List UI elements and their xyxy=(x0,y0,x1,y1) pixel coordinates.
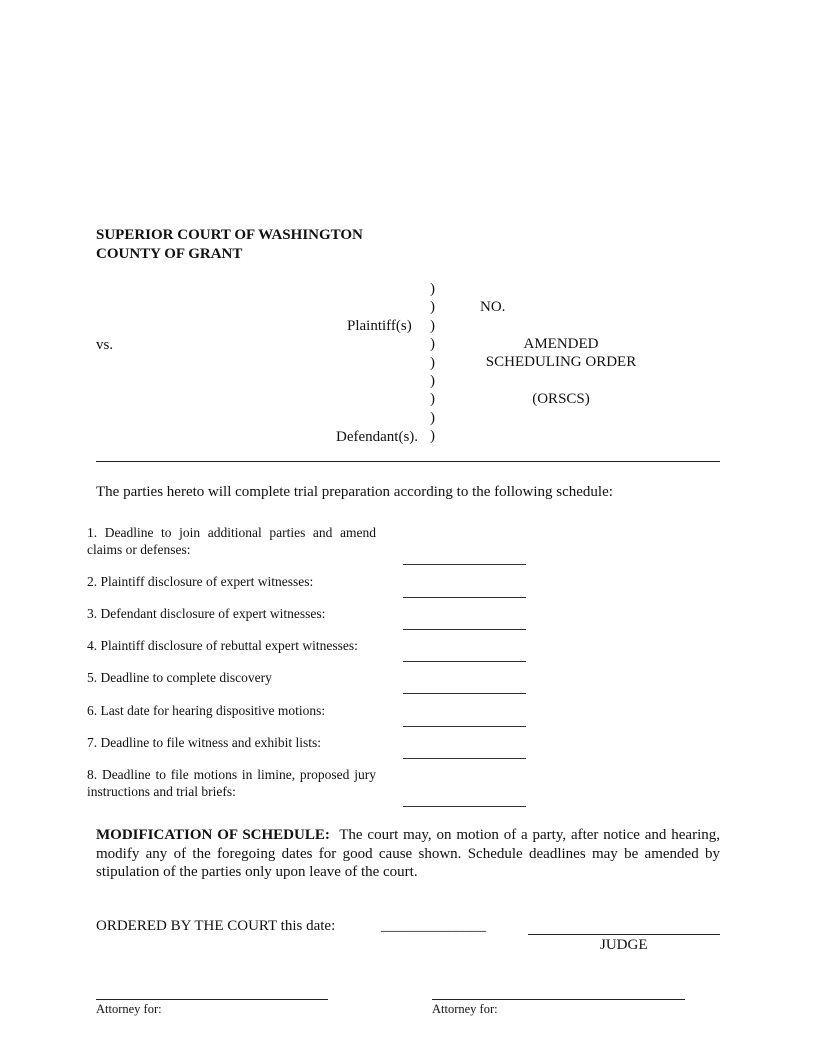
ordered-label: ORDERED BY THE COURT this date: xyxy=(96,918,336,934)
caption-separator xyxy=(96,461,720,462)
case-number-label: NO. xyxy=(480,299,506,315)
intro-text: The parties hereto will complete trial preparation according to the following schedule: xyxy=(96,484,613,500)
court-header xyxy=(96,226,363,264)
date-blank[interactable] xyxy=(403,693,526,694)
modification-heading: MODIFICATION OF SCHEDULE: xyxy=(96,827,330,843)
schedule-item: 1. Deadline to join additional parties and amend claims or defenses: xyxy=(87,525,376,557)
date-blank[interactable] xyxy=(403,661,526,662)
attorney-label-left: Attorney for: xyxy=(96,1002,162,1016)
attorney-signature-line-right[interactable] xyxy=(432,999,685,1000)
date-blank[interactable] xyxy=(403,564,526,565)
paren: ) xyxy=(430,373,435,390)
document-title-line2: SCHEDULING ORDER xyxy=(485,354,637,370)
paren: ) xyxy=(430,391,435,408)
date-blank[interactable] xyxy=(403,726,526,727)
order-date-blank[interactable]: ______________ xyxy=(381,918,486,934)
schedule-item: 6. Last date for hearing dispositive motions: xyxy=(87,703,326,718)
defendant-label: Defendant(s). xyxy=(336,429,419,445)
paren: ) xyxy=(430,317,435,334)
paren: ) xyxy=(430,354,435,371)
court-county: COUNTY OF GRANT xyxy=(96,246,243,262)
schedule-item: 3. Defendant disclosure of expert witnesses: xyxy=(87,606,326,621)
attorney-signature-line-left[interactable] xyxy=(96,999,328,1000)
attorney-label-right: Attorney for: xyxy=(432,1002,498,1016)
paren: ) xyxy=(430,336,435,353)
schedule-item: 5. Deadline to complete discovery xyxy=(87,670,272,685)
schedule-item: 2. Plaintiff disclosure of expert witnesses: xyxy=(87,574,314,589)
plaintiff-label: Plaintiff(s) xyxy=(347,318,412,334)
date-blank[interactable] xyxy=(403,597,526,598)
schedule-item: 8. Deadline to file motions in limine, proposed jury instructions and trial briefs: xyxy=(87,767,376,799)
caption-divider xyxy=(430,280,435,446)
paren: ) xyxy=(430,281,435,297)
schedule-item: 4. Plaintiff disclosure of rebuttal expert witnesses: xyxy=(87,638,358,653)
date-blank[interactable] xyxy=(403,758,526,759)
modification-body: The court may, on motion of a party, after notice and hearing, modify any of the foregoing dates for good cause shown. Schedule deadlines may be amended by stipulation of the parties only upon leave of the court. xyxy=(96,827,720,881)
schedule-item: 7. Deadline to file witness and exhibit lists: xyxy=(87,735,321,750)
paren: ) xyxy=(430,409,435,426)
paren: ) xyxy=(430,299,435,316)
judge-label: JUDGE xyxy=(600,937,648,953)
judge-signature-line[interactable] xyxy=(528,934,720,935)
document-code: (ORSCS) xyxy=(532,391,590,407)
date-blank[interactable] xyxy=(403,629,526,630)
document-title-line1: AMENDED xyxy=(523,336,599,352)
date-blank[interactable] xyxy=(403,806,526,807)
paren: ) xyxy=(430,428,435,445)
court-name: SUPERIOR COURT OF WASHINGTON xyxy=(96,227,363,243)
modification-paragraph xyxy=(96,826,720,882)
vs-label: vs. xyxy=(96,337,114,353)
